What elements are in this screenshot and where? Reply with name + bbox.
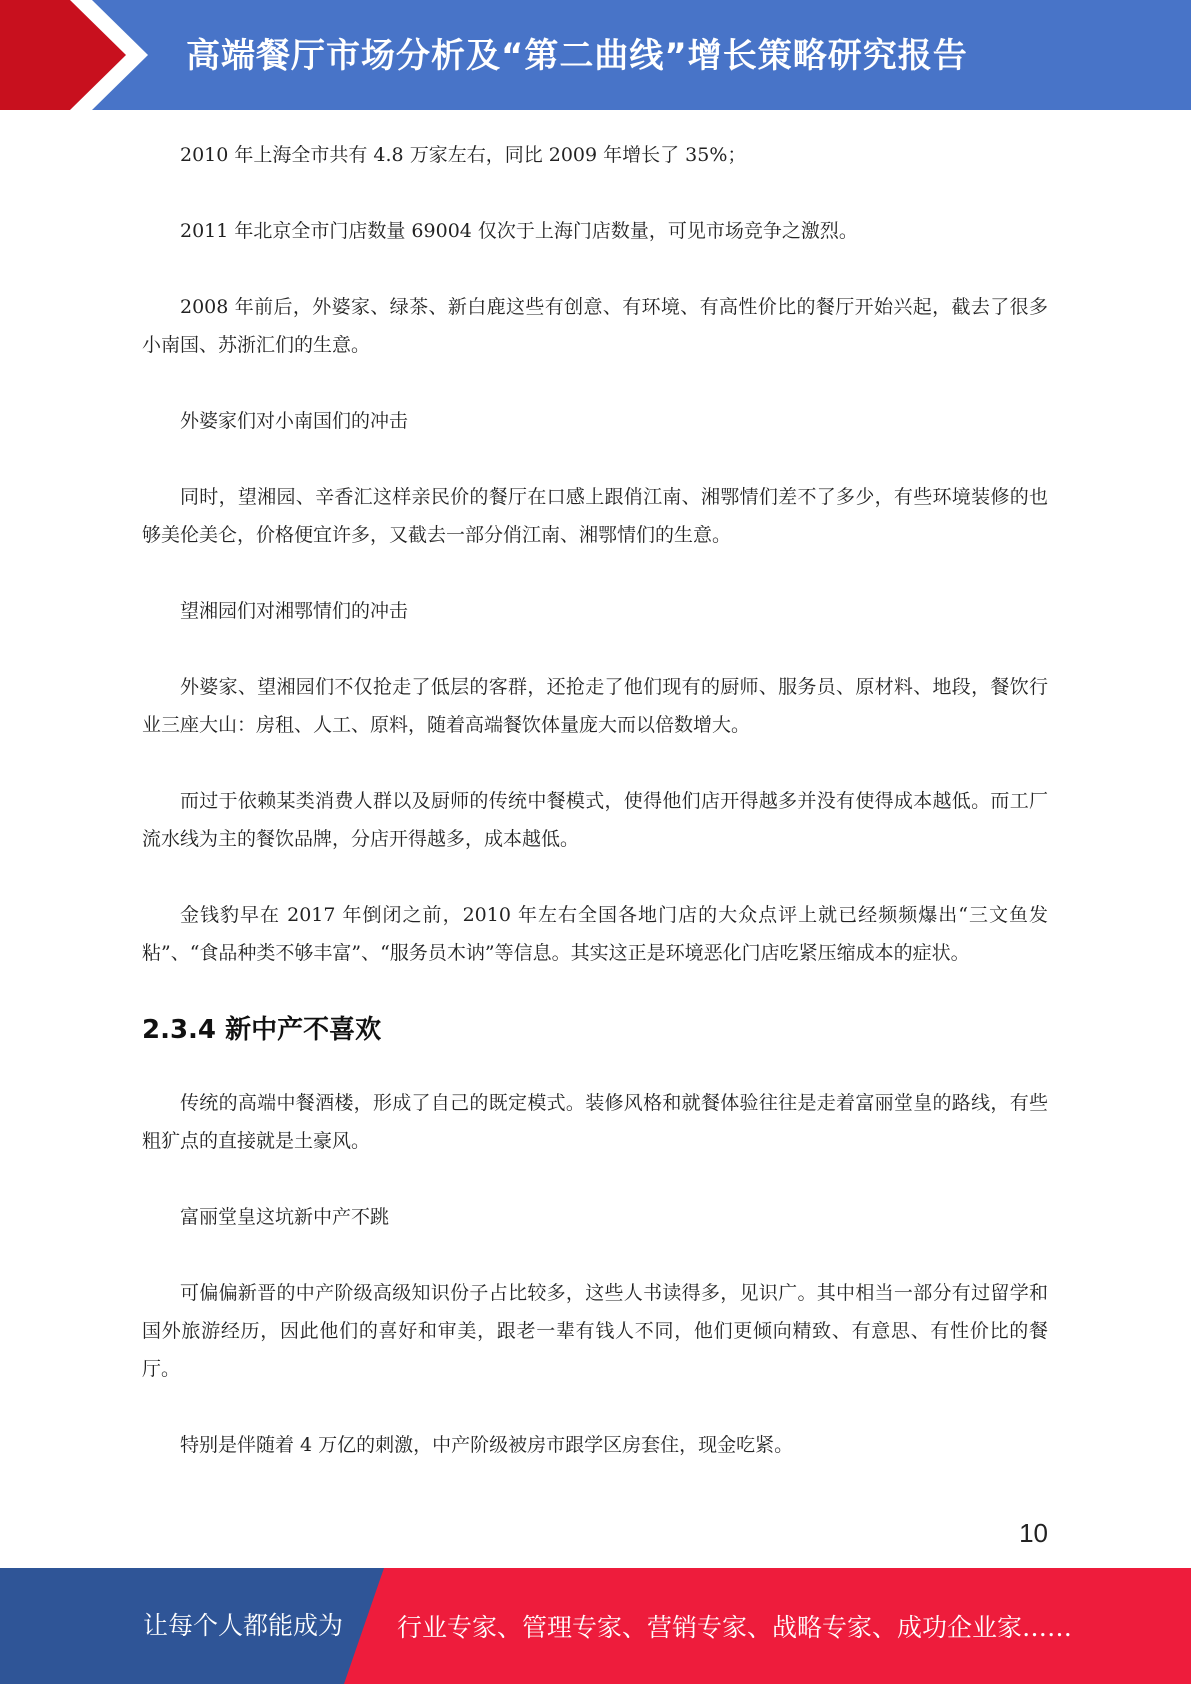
paragraph: 而过于依赖某类消费人群以及厨师的传统中餐模式，使得他们店开得越多并没有使得成本越低。而工厂流水线为主的餐饮品牌，分店开得越多，成本越低。 <box>142 790 1048 850</box>
header-banner <box>0 0 1191 110</box>
paragraph: 2008 年前后，外婆家、绿茶、新白鹿这些有创意、有环境、有高性价比的餐厅开始兴起，截去了很多小南国、苏浙汇们的生意。 <box>142 296 1048 356</box>
paragraph: 传统的高端中餐酒楼，形成了自己的既定模式。装修风格和就餐体验往往是走着富丽堂皇的路线，有些粗犷点的直接就是土豪风。 <box>142 1092 1048 1152</box>
paragraph: 外婆家们对小南国们的冲击 <box>180 410 409 432</box>
paragraph: 外婆家、望湘园们不仅抢走了低层的客群，还抢走了他们现有的厨师、服务员、原材料、地段，餐饮行业三座大山：房租、人工、原料，随着高端餐饮体量庞大而以倍数增大。 <box>142 676 1048 736</box>
document-body <box>142 136 1048 1502</box>
paragraph: 望湘园们对湘鄂情们的冲击 <box>180 600 409 622</box>
paragraph: 特别是伴随着 4 万亿的刺激，中产阶级被房市跟学区房套住，现金吃紧。 <box>180 1434 794 1456</box>
paragraph: 金钱豹早在 2017 年倒闭之前，2010 年左右全国各地门店的大众点评上就已经频频爆出“三文鱼发粘”、“食品种类不够丰富”、“服务员木讷”等信息。其实这正是环境恶化门店吃紧压缩成本的症状。 <box>142 904 1048 964</box>
page-number: 10 <box>1019 1518 1048 1548</box>
section-heading: 2.3.4 新中产不喜欢 <box>142 1015 382 1045</box>
paragraph: 2011 年北京全市门店数量 69004 仅次于上海门店数量，可见市场竞争之激烈。 <box>180 220 858 242</box>
footer-banner <box>0 1568 1191 1684</box>
footer-slogan-right: 行业专家、管理专家、营销专家、战略专家、成功企业家…… <box>397 1613 1073 1642</box>
paragraph: 同时，望湘园、辛香汇这样亲民价的餐厅在口感上跟俏江南、湘鄂情们差不了多少，有些环境装修的也够美伦美仑，价格便宜许多，又截去一部分俏江南、湘鄂情们的生意。 <box>142 486 1048 546</box>
paragraph: 富丽堂皇这坑新中产不跳 <box>180 1206 390 1228</box>
report-title: 高端餐厅市场分析及“第二曲线”增长策略研究报告 <box>186 36 968 76</box>
footer-slogan-left: 让每个人都能成为 <box>143 1611 344 1640</box>
paragraph: 2010 年上海全市共有 4.8 万家左右，同比 2009 年增长了 35%； <box>180 144 747 166</box>
paragraph: 可偏偏新晋的中产阶级高级知识份子占比较多，这些人书读得多，见识广。其中相当一部分有过留学和国外旅游经历，因此他们的喜好和审美，跟老一辈有钱人不同，他们更倾向精致、有意思、有性价比的餐厅。 <box>142 1282 1048 1380</box>
